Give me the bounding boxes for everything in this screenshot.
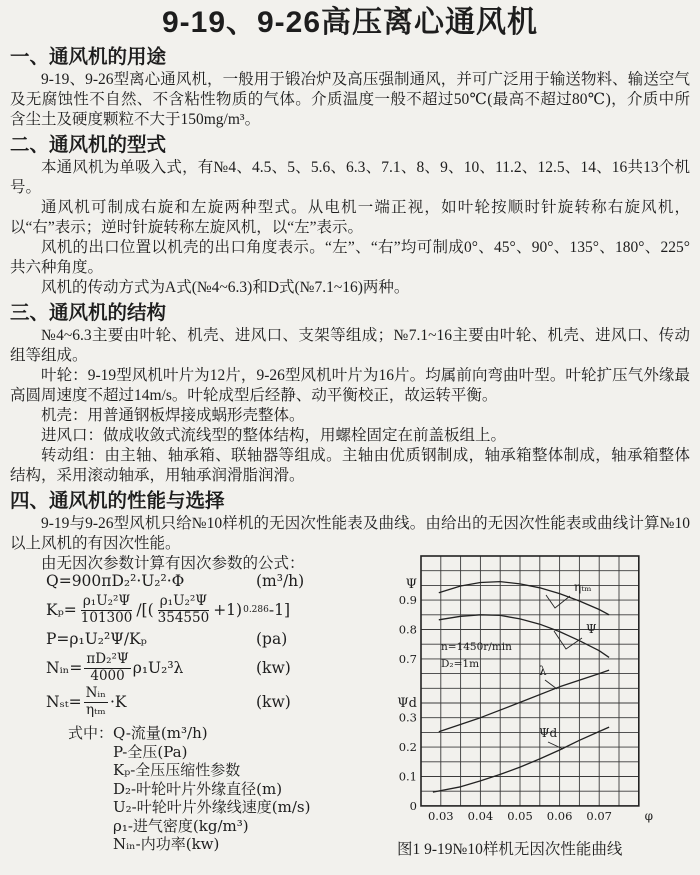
symbol-item: U₂-叶轮叶片外缘线速度(m/s) (113, 798, 311, 817)
svg-text:ηₜₘ: ηₜₘ (574, 580, 592, 594)
svg-text:0.1: 0.1 (398, 769, 417, 784)
fraction: $\frac{\text{πD₂²Ψ}}{4000}$ (86, 651, 129, 684)
chart-column (395, 542, 690, 858)
svg-text:0.3: 0.3 (398, 710, 417, 725)
paragraph: 由无因次参数计算有因次参数的公式： (41, 555, 305, 572)
paragraph: 机壳：用普通钢板焊接成蜗形壳整体。 (41, 407, 305, 424)
paragraph: 风机的出口位置以机壳的出口角度表示。“左”、“右”均可制成0°、45°、90°、135°、180°、225°共六种角度。 (10, 239, 690, 276)
symbol-item: Kₚ-全压压缩性参数 (113, 761, 241, 780)
svg-text:0.7: 0.7 (398, 651, 417, 666)
svg-text:0.05: 0.05 (507, 808, 533, 823)
paragraph: №4~6.3主要由叶轮、机壳、进风口、支架等组成；№7.1~16主要由叶轮、机壳、进风口、传动组等组成。 (10, 327, 690, 364)
svg-text:λ: λ (539, 664, 547, 678)
formula-chart-region (10, 574, 690, 858)
section-heading-types: 二、通风机的型式 (10, 134, 167, 156)
formula-lhs: Kₚ= (46, 601, 77, 620)
page-title: 9-19、9-26高压离心通风机 (161, 6, 539, 39)
svg-text:0: 0 (409, 798, 417, 813)
svg-text:0.06: 0.06 (546, 808, 573, 823)
paragraph: 风机的传动方式为A式(№4~6.3)和D式(№7.1~16)两种。 (41, 279, 410, 296)
symbol-item: Q-流量(m³/h) (113, 724, 208, 743)
symbol-legend (10, 724, 395, 854)
paragraph: 本通风机为单吸入式，有№4、4.5、5、5.6、6.3、7.1、8、9、10、11.2、12.5、14、16共13个机号。 (10, 159, 690, 196)
svg-text:Ψd: Ψd (397, 696, 417, 711)
symbol-legend-label: 式中： (68, 724, 114, 743)
formula-compressibility: Kₚ= $\frac{\text{ρ₁U₂²Ψ}}{101300}$ /[( $\frac{\text{ρ₁U₂²Ψ}}{354550}$ +1) 0.286 -1] (46, 593, 291, 626)
formula-body: Q=900πD₂²·U₂²·Φ (46, 572, 185, 590)
svg-text:D₂=1m: D₂=1m (441, 658, 480, 670)
formula-lhs: Nᵢₙ= (46, 659, 83, 678)
formula-pressure (10, 628, 395, 650)
fraction: $\frac{\text{ρ₁U₂²Ψ}}{354550}$ (157, 593, 210, 626)
fraction: $\frac{\text{Nᵢₙ}}{\text{ηₜₘ}}$ (85, 685, 106, 718)
paragraph: 9-19、9-26型离心通风机，一般用于锻冶炉及高压强制通风，并可广泛用于输送物料、输送空气及无腐蚀性不自然、不含粘性物质的气体。介质温度一般不超过50℃(最高不超过80℃)，介质中所含尘土及硬度颗粒不大于150mg/m³。 (10, 71, 690, 128)
symbol-item: P-全压(Pa) (113, 742, 188, 761)
formula-internal-power: Nᵢₙ= $\frac{\text{πD₂²Ψ}}{4000}$ ρ₁U₂³λ (kw) (46, 651, 291, 684)
performance-chart-wrap (397, 542, 690, 837)
formula-shaft-power: Nₛₜ= $\frac{\text{Nᵢₙ}}{\text{ηₜₘ}}$ ·K (kw) (46, 685, 291, 718)
exponent: 0.286 (243, 605, 269, 616)
svg-text:0.8: 0.8 (398, 622, 417, 637)
formula-unit: (pa) (256, 630, 288, 649)
svg-text:0.9: 0.9 (398, 593, 417, 608)
formula-block (10, 568, 395, 854)
formula-lhs: Nₛₜ= (46, 693, 82, 712)
svg-text:φ: φ (644, 808, 654, 823)
svg-text:0.07: 0.07 (586, 808, 613, 823)
formula-body: P=ρ₁U₂²Ψ/Kₚ (46, 630, 147, 649)
paragraph: 通风机可制成右旋和左旋两种型式。从电机一端正视，如叶轮按顺时针旋转称右旋风机，以“右”表示；逆时针旋转称左旋风机，以“左”表示。 (10, 199, 690, 236)
paragraph: 叶轮：9-19型风机叶片为12片，9-26型风机叶片为16片。均属前向弯曲叶型。叶轮扩压气外缘最高圆周速度不超过14m/s。叶轮成型后经静、动平衡校正，故运转平衡。 (10, 367, 690, 404)
svg-text:0.03: 0.03 (427, 808, 454, 823)
symbol-item: ρ₁-进气密度(kg/m³) (113, 816, 249, 835)
section-heading-structure: 三、通风机的结构 (10, 302, 167, 324)
symbol-item: D₂-叶轮叶片外缘直径(m) (113, 779, 283, 798)
fraction: $\frac{\text{ρ₁U₂²Ψ}}{101300}$ (80, 593, 133, 626)
symbol-item: Nᵢₙ-内功率(kw) (113, 835, 220, 854)
paragraph: 转动组：由主轴、轴承箱、联轴器等组成。主轴由优质钢制成，轴承箱整体制成，轴承箱整体结构，采用滚动轴承，用轴承润滑脂润滑。 (10, 447, 690, 484)
svg-text:Ψ: Ψ (586, 622, 597, 636)
svg-text:Ψd: Ψd (539, 726, 558, 740)
chart-caption: 图1 9-19№10样机无因次性能曲线 (397, 841, 623, 858)
svg-text:Ψ: Ψ (405, 577, 417, 592)
symbol-legend-items (113, 724, 395, 854)
svg-text:n=1450r/min: n=1450r/min (441, 641, 512, 653)
formula-unit: (kw) (256, 693, 291, 712)
svg-text:0.2: 0.2 (398, 740, 417, 755)
paragraph: 9-19与9-26型风机只给№10样机的无因次性能表及曲线。由给出的无因次性能表或曲线计算№10以上风机的有因次性能。 (10, 515, 690, 552)
section-heading-performance: 四、通风机的性能与选择 (10, 490, 225, 512)
section-heading-usage: 一、通风机的用途 (10, 46, 167, 68)
paragraph: 进风口：做成收敛式流线型的整体结构，用螺栓固定在前盖板组上。 (41, 427, 507, 444)
performance-chart (397, 542, 692, 832)
formula-unit: (m³/h) (256, 572, 305, 590)
formula-flow (10, 570, 395, 592)
formula-unit: (kw) (256, 659, 291, 678)
svg-text:0.04: 0.04 (467, 808, 494, 823)
